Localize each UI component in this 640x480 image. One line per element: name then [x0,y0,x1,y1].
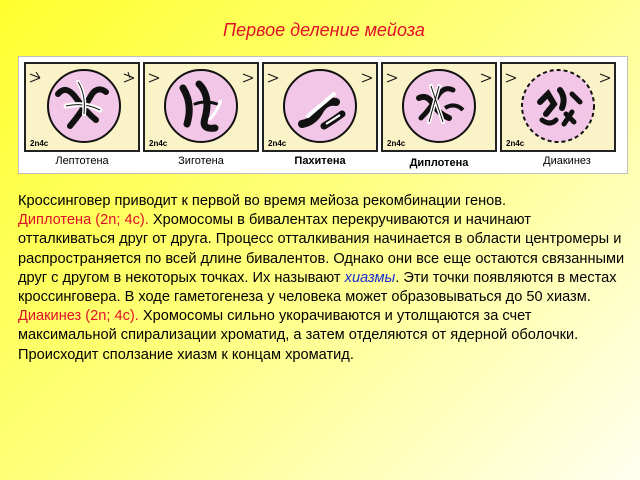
stage-cell-zygotene [143,62,259,152]
ploidy-label: 2n4c [149,139,168,148]
diplotene-paragraph [18,211,630,307]
stage-label-zygotene: Зиготена [178,155,224,167]
diplotene-heading: Диплотена (2n; 4c). [18,212,149,229]
intro-paragraph: Кроссинговер приводит к первой во время мейоза рекомбинации генов. [18,193,507,209]
stage-cell-leptotene [24,62,140,152]
diakinesis-illustration [502,64,614,150]
ploidy-label: 2n4c [268,139,287,148]
stage-label-leptotene: Лептотена [55,155,109,167]
slide-title: Первое деление мейоза [223,20,425,40]
body-text [18,192,630,365]
stage-cell-pachytene [262,62,378,152]
meiosis-stages-figure [18,56,628,174]
diakinesis-paragraph [18,307,630,365]
diplotene-illustration [383,64,495,150]
stage-cell-diplotene [381,62,497,152]
ploidy-label: 2n4c [387,139,406,148]
stage-label-diplotene: Диплотена [409,157,469,169]
pachytene-illustration [264,64,376,150]
leptotene-illustration [26,64,138,150]
stage-cell-diakinesis [500,62,616,152]
chiasma-term: хиазмы [344,269,396,286]
diplotene-text-1: Хромосомы в бивалентах перекручиваются и начинают отталкиваться друг от друга. Процесс отталкивания начинается в области центромеры и распространяется по всей длине бивалентов. Однако они все еще остаются связанными друг с другом в некоторых точках. Их называют [18,212,625,286]
diakinesis-heading: Диакинез (2n; 4c). [18,308,139,325]
zygotene-illustration [145,64,257,150]
ploidy-label: 2n4c [30,139,49,148]
ploidy-label: 2n4c [506,139,525,148]
stage-label-pachytene: Пахитена [294,155,346,167]
diplotene-text-2: . Эти точки появляются в местах кроссинговера. В ходе гаметогенеза у человека может образовываться до 50 хиазм. [18,269,617,306]
diakinesis-text: Хромосомы сильно укорачиваются и утолщаются за счет максимальной спирализации хроматид, а затем отделяются от ядерной оболочки. Происходит сползание хиазм к концам хроматид. [18,308,579,363]
stage-label-diakinesis: Диакинез [543,155,591,167]
